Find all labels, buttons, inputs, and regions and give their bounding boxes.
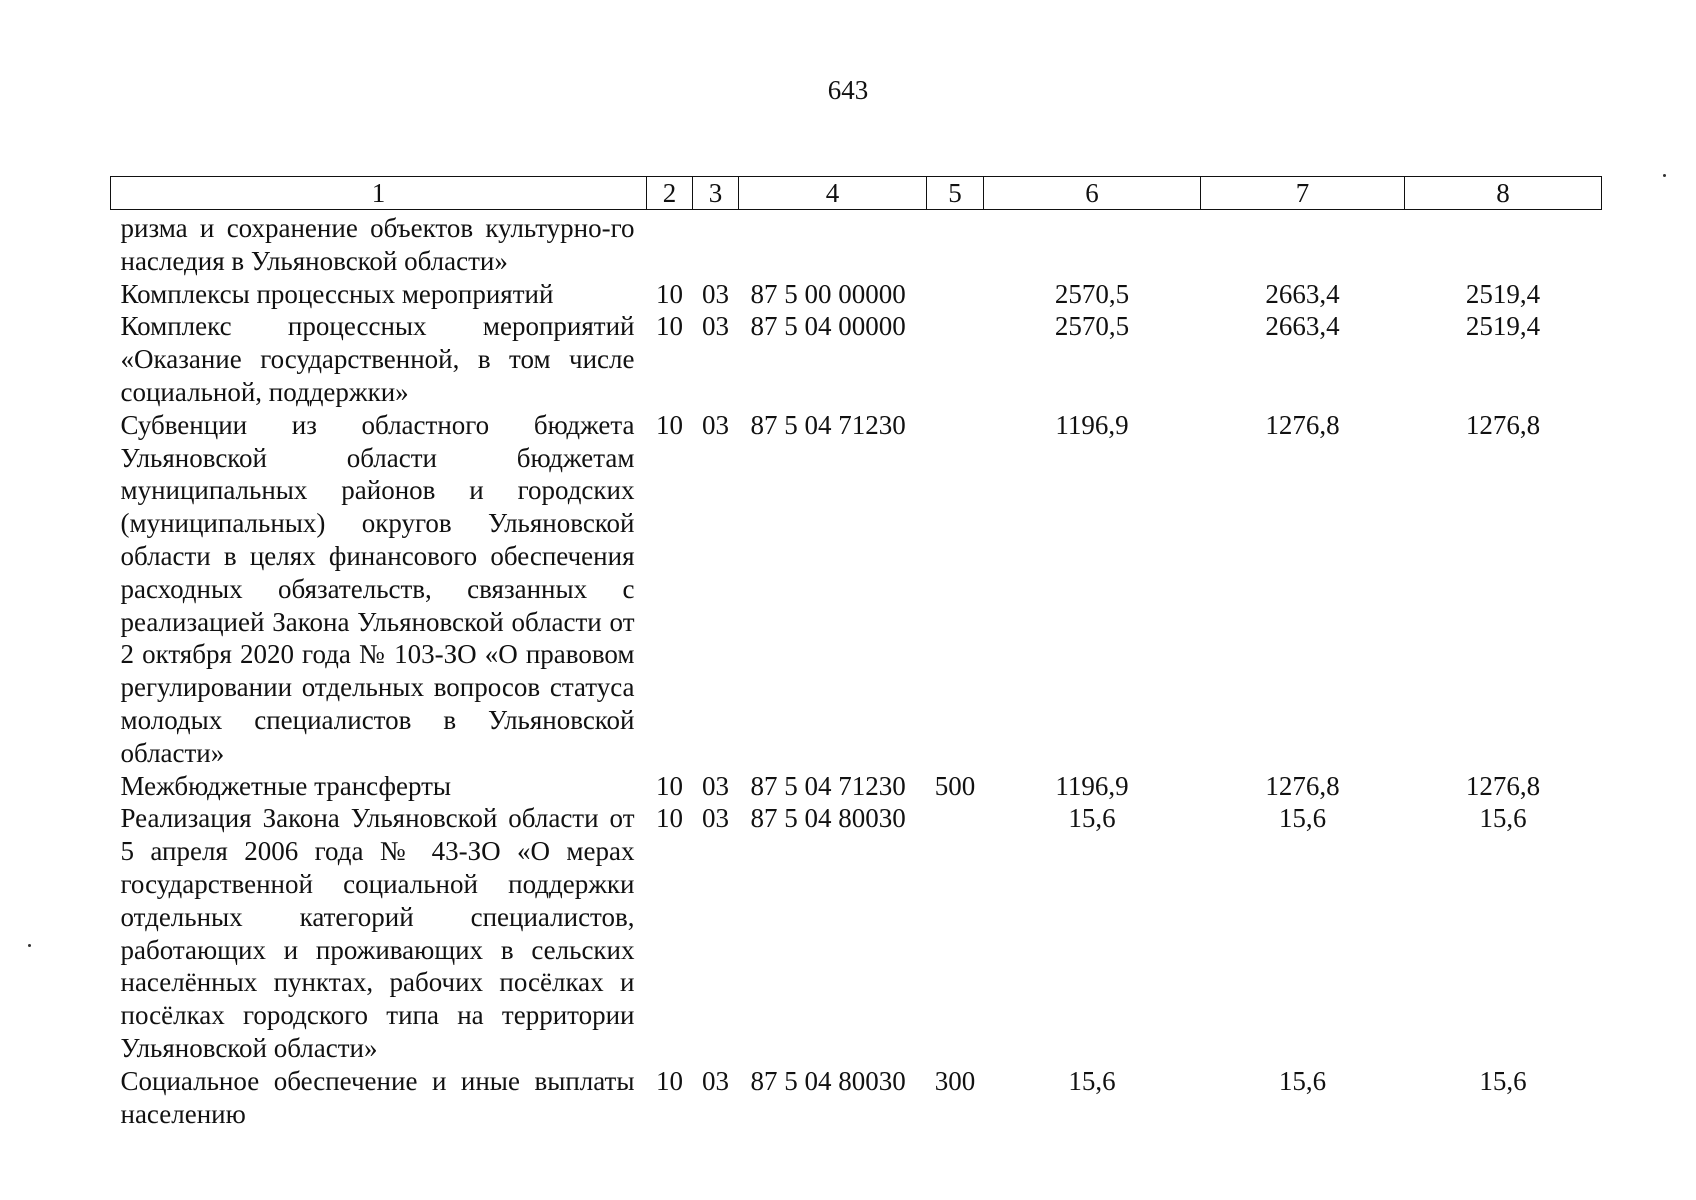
row-value-8: 1276,8 [1465,409,1541,440]
row-value-7 [1201,210,1405,278]
row-subsection: 03 [702,1065,729,1096]
column-header-5: 5 [927,177,984,210]
row-value-8 [1405,210,1602,278]
row-value-6: 1196,9 [1055,409,1129,440]
row-value-6: 2570,5 [1054,311,1130,342]
row-value-8: 2519,4 [1465,278,1541,309]
row-expense-type: 300 [934,1065,976,1096]
table-row [111,802,1602,1064]
table-row [111,1065,1602,1131]
row-subsection: 03 [702,278,729,309]
row-section: 10 [656,803,683,834]
column-header-6: 6 [984,177,1201,210]
row-value-8: 2519,4 [1465,311,1541,342]
row-subsection [693,210,739,278]
column-header-2: 2 [647,177,693,210]
scan-speck-dot [1663,174,1666,177]
row-value-7: 1276,8 [1265,770,1340,801]
row-subsection: 03 [702,803,729,834]
row-expense-type [927,409,984,770]
column-header-1: 1 [111,177,647,210]
row-value-6: 1196,9 [1055,770,1129,801]
row-expense-type [927,210,984,278]
row-name: Межбюджетные трансферты [120,770,452,801]
table-row [111,210,1602,278]
column-header-4: 4 [739,177,927,210]
row-section: 10 [656,311,683,342]
row-target-code: 87 5 04 80030 [750,1065,906,1096]
row-name: Субвенции из областного бюджета Ульяновской области бюджетам муниципальных районов и городских (муниципальных) округов Ульяновской области в целях финансового обеспечения расходных обязательств, связанных с реализацией Закона Ульяновской области от 2 октября 2020 года № 103-ЗО «О правовом регулировании отдельных вопросов статуса молодых специалистов в Ульяновской области» [120,409,635,768]
row-target-code: 87 5 04 00000 [750,311,906,342]
row-name: Комплекс процессных мероприятий «Оказание государственной, в том числе социальной, поддержки» [120,311,635,407]
row-target-code [739,210,927,278]
row-value-8: 1276,8 [1465,770,1541,801]
row-target-code: 87 5 00 00000 [750,278,906,309]
row-target-code: 87 5 04 80030 [750,803,906,834]
page-number: 643 [827,75,869,105]
row-value-6: 2570,5 [1054,278,1130,309]
row-section: 10 [656,1065,683,1096]
row-value-7: 15,6 [1278,1065,1327,1096]
row-expense-type [927,310,984,408]
row-value-6 [984,210,1201,278]
budget-table [110,176,1602,1130]
scan-speck-dot [28,944,31,947]
row-section: 10 [656,409,683,440]
column-header-3: 3 [693,177,739,210]
row-target-code: 87 5 04 71230 [750,409,906,440]
row-subsection: 03 [702,311,729,342]
row-subsection: 03 [702,770,729,801]
row-value-8: 15,6 [1479,1065,1527,1096]
row-value-7: 2663,4 [1265,278,1340,309]
row-value-6: 15,6 [1068,803,1116,834]
row-name: Реализация Закона Ульяновской области от 5 апреля 2006 года № 43-ЗО «О мерах государственной социальной поддержки отдельных категорий специалистов, работающих и проживающих в сельских населённых пунктах, рабочих посёлках и посёлках городского типа на территории Ульяновской области» [120,803,635,1063]
row-value-7: 2663,4 [1265,311,1340,342]
row-section [647,210,693,278]
row-value-6: 15,6 [1068,1065,1116,1096]
row-section: 10 [656,278,683,309]
row-value-7: 1276,8 [1265,409,1340,440]
row-expense-type [927,278,984,311]
row-target-code: 87 5 04 71230 [750,770,906,801]
table-row [111,310,1602,408]
column-header-8: 8 [1405,177,1602,210]
row-expense-type [927,802,984,1064]
table-row [111,409,1602,770]
row-name: ризма и сохранение объектов культурно-го наследия в Ульяновской области» [120,213,635,276]
table-header-row [111,177,1602,210]
row-subsection: 03 [702,409,729,440]
row-value-7: 15,6 [1278,803,1327,834]
row-expense-type: 500 [934,770,976,801]
table-row [111,278,1602,311]
row-name: Комплексы процессных мероприятий [120,278,554,309]
row-name: Социальное обеспечение и иные выплаты населению [120,1065,635,1129]
row-section: 10 [656,770,683,801]
column-header-7: 7 [1201,177,1405,210]
table-row [111,770,1602,803]
row-value-8: 15,6 [1479,803,1527,834]
